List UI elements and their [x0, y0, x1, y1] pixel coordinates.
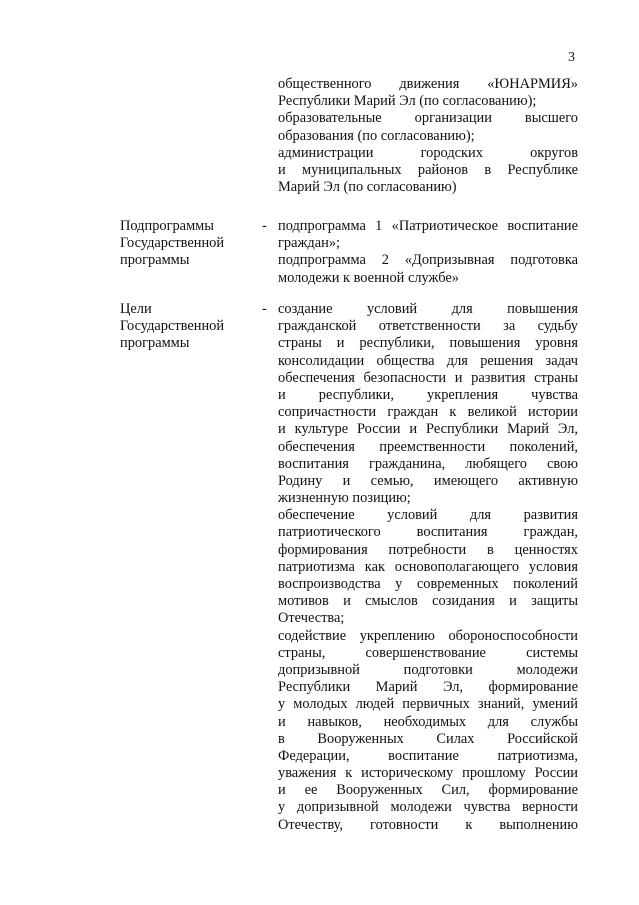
subprograms-line: подпрограмма 2 «Допризывная подготовка [278, 252, 578, 269]
participants-line: и муниципальных районов в Республике [278, 161, 578, 178]
goals-text [278, 301, 578, 834]
subprograms-label-line: Государственной [120, 235, 225, 252]
goals-line: у допризывной молодежи чувства верности [278, 799, 578, 816]
goals-label-line: Государственной [120, 318, 225, 335]
goals-line: создание условий для повышения [278, 301, 578, 317]
goals-line: страны, совершенствование системы [278, 644, 578, 661]
goals-line: содействие укреплению обороноспособности [278, 627, 578, 644]
goals-line: обеспечение условий для развития [278, 507, 578, 524]
goals-line: и ее Вооруженных Сил, формирование [278, 782, 578, 799]
subprograms-dash: - [262, 218, 267, 234]
participants-line: Республики Марий Эл (по согласованию); [278, 93, 537, 110]
goals-line: и республики, укрепления чувства [278, 386, 578, 403]
goals-line: воспитания гражданина, любящего свою [278, 455, 578, 472]
goals-dash: - [262, 301, 267, 317]
goals-line: в Вооруженных Силах Российской [278, 730, 578, 747]
subprograms-label-line: Подпрограммы [120, 218, 214, 234]
goals-line: у молодых людей первичных знаний, умений [278, 696, 578, 713]
goals-line: допризывной подготовки молодежи [278, 661, 578, 678]
participants-line: администрации городских округов [278, 144, 578, 161]
goals-label [120, 301, 260, 353]
goals-line: мотивов и смыслов созидания и защиты [278, 593, 578, 610]
participants-line: образовательные организации высшего [278, 110, 578, 127]
participants-text [278, 76, 578, 196]
subprograms-line: молодежи к военной службе» [278, 269, 460, 286]
participants-line: общественного движения «ЮНАРМИЯ» [278, 76, 578, 92]
page-number: 3 [568, 50, 575, 65]
goals-line: уважения к историческому прошлому России [278, 765, 578, 782]
subprograms-line: подпрограмма 1 «Патриотическое воспитание [278, 218, 578, 234]
goals-line: жизненную позицию; [278, 490, 411, 507]
goals-line: Отечеству, готовности к выполнению [278, 816, 578, 833]
goals-line: страны и республики, повышения уровня [278, 335, 578, 352]
subprograms-label [120, 218, 260, 270]
goals-line: гражданской ответственности за судьбу [278, 318, 578, 335]
goals-line: формирования потребности в ценностях [278, 541, 578, 558]
goals-line: Федерации, воспитание патриотизма, [278, 747, 578, 764]
goals-line: Республики Марий Эл, формирование [278, 679, 578, 696]
goals-line: патриотического воспитания граждан, [278, 524, 578, 541]
participants-line: образования (по согласованию); [278, 127, 475, 144]
subprograms-label-line: программы [120, 252, 190, 269]
goals-line: обеспечения преемственности поколений, [278, 438, 578, 455]
goals-line: консолидации общества для решения задач [278, 352, 578, 369]
goals-line: обеспечения безопасности и развития страны [278, 369, 578, 386]
goals-label-line: Цели [120, 301, 152, 317]
goals-line: и навыков, необходимых для службы [278, 713, 578, 730]
goals-line: Отечества; [278, 610, 345, 627]
participants-line: Марий Эл (по согласованию) [278, 179, 457, 196]
goals-line: сопричастности граждан к великой истории [278, 404, 578, 421]
goals-line: патриотизма как основополагающего условия [278, 558, 578, 575]
goals-line: воспроизводства у современных поколений [278, 576, 578, 592]
subprograms-line: граждан»; [278, 235, 341, 252]
subprograms-text [278, 218, 578, 287]
goals-line: и культуре России и Республики Марий Эл, [278, 421, 578, 438]
goals-label-line: программы [120, 335, 190, 352]
goals-line: Родину и семью, имеющего активную [278, 472, 578, 489]
